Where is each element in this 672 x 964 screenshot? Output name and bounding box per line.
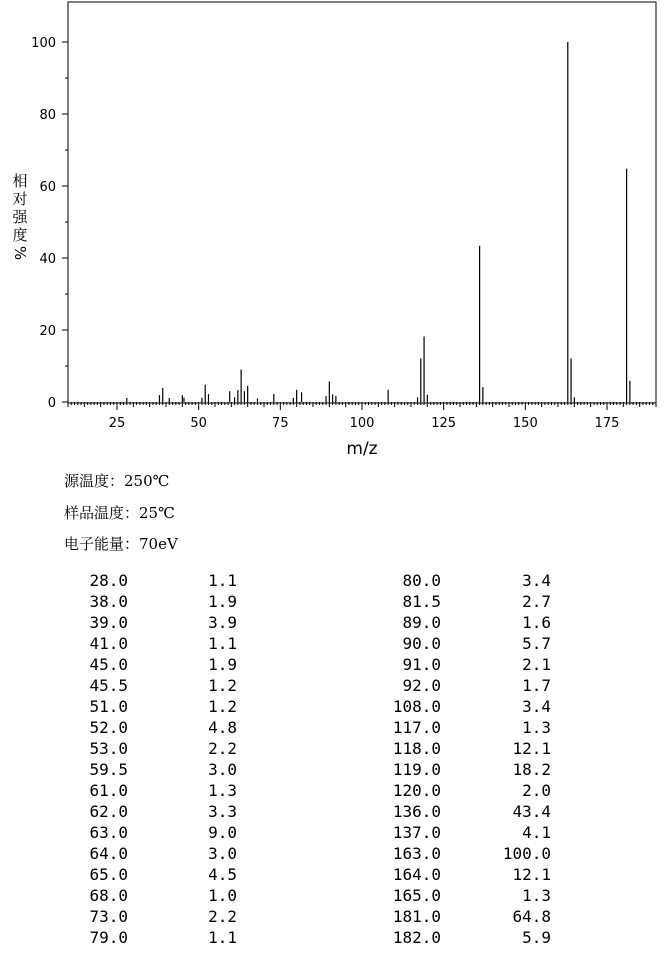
peak-table-row: [0, 634, 672, 655]
mz-value: 79.0: [89, 928, 128, 947]
intensity-value: 3.0: [208, 760, 237, 779]
x-tick-label: 175: [594, 416, 620, 431]
intensity-value: 3.4: [522, 571, 551, 590]
intensity-value: 1.9: [208, 655, 237, 674]
x-tick-label: 150: [512, 416, 538, 431]
peak-table-row: [0, 676, 672, 697]
peak-table-row: [0, 697, 672, 718]
mz-value: 28.0: [89, 571, 128, 590]
peak-table-row: [0, 928, 672, 949]
intensity-value: 4.1: [522, 823, 551, 842]
mz-value: 136.0: [392, 802, 441, 821]
x-tick-label: 25: [108, 416, 126, 431]
mz-value: 118.0: [392, 739, 441, 758]
mz-value: 38.0: [89, 592, 128, 611]
intensity-value: 1.3: [208, 781, 237, 800]
intensity-value: 5.9: [522, 928, 551, 947]
intensity-value: 3.4: [522, 697, 551, 716]
y-axis-label-char: 相: [12, 172, 28, 190]
intensity-value: 4.5: [208, 865, 237, 884]
intensity-value: 3.3: [208, 802, 237, 821]
peak-table-row: [0, 823, 672, 844]
intensity-value: 2.2: [208, 739, 237, 758]
mz-value: 108.0: [392, 697, 441, 716]
peak-table-row: [0, 907, 672, 928]
mz-value: 39.0: [89, 613, 128, 632]
intensity-value: 1.7: [522, 676, 551, 695]
peak-table-row: [0, 802, 672, 823]
mz-value: 163.0: [392, 844, 441, 863]
intensity-value: 64.8: [512, 907, 551, 926]
y-axis: [31, 36, 68, 411]
mz-value: 181.0: [392, 907, 441, 926]
electron-energy: 电子能量：70eV: [64, 535, 178, 553]
intensity-value: 100.0: [502, 844, 551, 863]
peak-table-row: [0, 571, 672, 592]
mz-value: 41.0: [89, 634, 128, 653]
mz-value: 45.5: [89, 676, 128, 695]
intensity-value: 1.9: [208, 592, 237, 611]
peak-table-row: [0, 592, 672, 613]
x-tick-label: 125: [431, 416, 457, 431]
spectrum-peaks: [127, 42, 630, 402]
mz-value: 81.5: [402, 592, 441, 611]
mz-value: 64.0: [89, 844, 128, 863]
mz-value: 63.0: [89, 823, 128, 842]
mz-value: 137.0: [392, 823, 441, 842]
y-axis-label-char: 对: [12, 190, 28, 208]
y-axis-label-char: 强: [12, 208, 28, 226]
source-temperature: 源温度：250℃: [64, 472, 170, 490]
x-tick-label: 100: [349, 416, 375, 431]
intensity-value: 1.3: [522, 718, 551, 737]
mz-value: 62.0: [89, 802, 128, 821]
intensity-value: 1.1: [208, 928, 237, 947]
mz-value: 59.5: [89, 760, 128, 779]
x-axis: [68, 402, 656, 431]
x-tick-label: 75: [272, 416, 289, 431]
intensity-value: 2.7: [522, 592, 551, 611]
peak-table-row: [0, 865, 672, 886]
mz-value: 182.0: [392, 928, 441, 947]
mz-value: 73.0: [89, 907, 128, 926]
intensity-value: 12.1: [512, 739, 551, 758]
intensity-value: 1.1: [208, 571, 237, 590]
sample-temperature: 样品温度：25℃: [64, 504, 175, 522]
intensity-value: 1.6: [522, 613, 551, 632]
mz-value: 45.0: [89, 655, 128, 674]
peak-table-row: [0, 760, 672, 781]
mz-value: 65.0: [89, 865, 128, 884]
intensity-value: 12.1: [512, 865, 551, 884]
mz-value: 89.0: [402, 613, 441, 632]
peak-table-row: [0, 739, 672, 760]
mz-value: 91.0: [402, 655, 441, 674]
mz-value: 51.0: [89, 697, 128, 716]
mz-value: 90.0: [402, 634, 441, 653]
y-tick-label: 100: [31, 36, 56, 51]
mz-value: 120.0: [392, 781, 441, 800]
peak-table-row: [0, 613, 672, 634]
peak-table-row: [0, 718, 672, 739]
y-tick-label: 60: [39, 180, 56, 195]
mz-value: 61.0: [89, 781, 128, 800]
mz-value: 80.0: [402, 571, 441, 590]
intensity-value: 43.4: [512, 802, 551, 821]
y-tick-label: 0: [47, 396, 56, 411]
y-axis-label-char: %: [10, 245, 29, 261]
intensity-value: 1.2: [208, 697, 237, 716]
mz-value: 164.0: [392, 865, 441, 884]
intensity-value: 1.0: [208, 886, 237, 905]
peak-table-row: [0, 781, 672, 802]
intensity-value: 5.7: [522, 634, 551, 653]
peak-table-row: [0, 886, 672, 907]
intensity-value: 2.0: [522, 781, 551, 800]
intensity-value: 18.2: [512, 760, 551, 779]
peak-table-row: [0, 655, 672, 676]
y-axis-label-char: 度: [12, 226, 28, 244]
y-tick-label: 80: [39, 108, 56, 123]
x-tick-label: 50: [190, 416, 207, 431]
intensity-value: 3.9: [208, 613, 237, 632]
x-axis-label: m/z: [346, 439, 378, 459]
mz-value: 92.0: [402, 676, 441, 695]
intensity-value: 9.0: [208, 823, 237, 842]
intensity-value: 1.2: [208, 676, 237, 695]
intensity-value: 1.3: [522, 886, 551, 905]
intensity-value: 2.1: [522, 655, 551, 674]
mass-spectrum-chart: [0, 0, 672, 470]
mz-value: 165.0: [392, 886, 441, 905]
mz-value: 52.0: [89, 718, 128, 737]
mz-value: 117.0: [392, 718, 441, 737]
intensity-value: 2.2: [208, 907, 237, 926]
mz-value: 119.0: [392, 760, 441, 779]
intensity-value: 4.8: [208, 718, 237, 737]
mz-value: 68.0: [89, 886, 128, 905]
intensity-value: 1.1: [208, 634, 237, 653]
intensity-value: 3.0: [208, 844, 237, 863]
mz-value: 53.0: [89, 739, 128, 758]
y-axis-label: [10, 172, 30, 262]
peak-table-row: [0, 844, 672, 865]
y-tick-label: 40: [39, 252, 56, 267]
peak-table: [0, 571, 672, 949]
y-tick-label: 20: [39, 324, 56, 339]
